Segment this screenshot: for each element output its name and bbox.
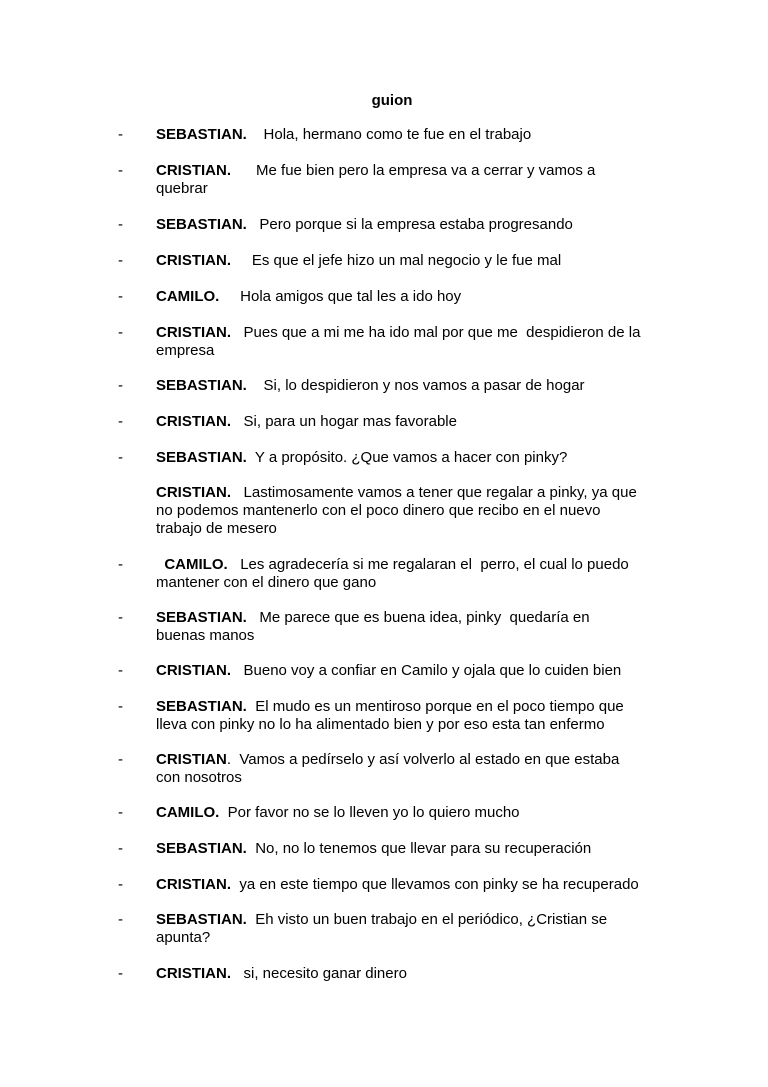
line-text: Vamos a pedírselo y así volverlo al estado en que estaba con nosotros bbox=[156, 751, 620, 786]
speaker-name: CRISTIAN. bbox=[156, 413, 231, 430]
speaker-gap: . bbox=[226, 751, 240, 768]
dialogue-text bbox=[156, 698, 676, 734]
speaker-gap bbox=[247, 840, 255, 857]
line-text: Bueno voy a confiar en Camilo y ojala que lo cuiden bien bbox=[243, 662, 622, 679]
speaker-name: CAMILO. bbox=[156, 804, 220, 821]
speaker-gap bbox=[247, 449, 255, 466]
bullet-dash: - bbox=[118, 804, 123, 821]
speaker-name: CRISTIAN. bbox=[156, 484, 231, 501]
line-text: El mudo es un mentiroso porque en el poco tiempo que lleva con pinky no lo ha alimentado bien y por eso esta tan enfermo bbox=[156, 698, 624, 733]
line-text: Hola, hermano como te fue en el trabajo bbox=[263, 126, 532, 143]
speaker-gap bbox=[247, 377, 264, 394]
dialogue-text bbox=[156, 484, 676, 538]
bullet-dash: - bbox=[118, 751, 123, 768]
speaker-gap bbox=[231, 252, 252, 269]
speaker-gap bbox=[231, 662, 244, 679]
dialogue-text bbox=[156, 162, 676, 198]
speaker-name: CRISTIAN. bbox=[156, 324, 231, 341]
dialogue-text bbox=[156, 751, 676, 787]
speaker-name: CRISTIAN. bbox=[156, 876, 231, 893]
speaker-name: SEBASTIAN. bbox=[156, 377, 247, 394]
speaker-gap bbox=[231, 413, 244, 430]
bullet-dash: - bbox=[118, 911, 123, 928]
speaker-name: SEBASTIAN. bbox=[156, 126, 247, 143]
bullet-dash: - bbox=[118, 413, 123, 430]
dialogue-text bbox=[156, 662, 676, 680]
line-text: Me parece que es buena idea, pinky quedaría en buenas manos bbox=[156, 609, 590, 644]
line-text: Les agradecería si me regalaran el perro, el cual lo puedo mantener con el dinero que gano bbox=[156, 556, 629, 591]
bullet-dash: - bbox=[118, 965, 123, 982]
dialogue-text bbox=[156, 413, 676, 431]
bullet-dash: - bbox=[118, 162, 123, 179]
speaker-gap bbox=[231, 965, 244, 982]
dialogue-text bbox=[156, 216, 676, 234]
speaker-gap bbox=[247, 216, 260, 233]
speaker-gap bbox=[231, 484, 244, 501]
speaker-name: CRISTIAN. bbox=[156, 252, 231, 269]
bullet-dash: - bbox=[118, 556, 123, 573]
speaker-gap bbox=[228, 556, 241, 573]
document-title: guion bbox=[371, 92, 413, 109]
speaker-name: SEBASTIAN. bbox=[156, 911, 247, 928]
dialogue-text bbox=[156, 324, 676, 360]
speaker-gap bbox=[219, 804, 227, 821]
bullet-dash: - bbox=[118, 126, 123, 143]
line-text: Lastimosamente vamos a tener que regalar a pinky, ya que no podemos mantenerlo con el poco dinero que recibo en el nuevo trabajo de mesero bbox=[156, 484, 637, 537]
dialogue-text bbox=[156, 876, 676, 894]
dialogue-text bbox=[156, 911, 676, 947]
speaker-gap bbox=[247, 126, 264, 143]
dialogue-text bbox=[156, 840, 676, 858]
bullet-dash: - bbox=[118, 609, 123, 626]
bullet-dash: - bbox=[118, 662, 123, 679]
dialogue-text bbox=[156, 377, 676, 395]
speaker-name: SEBASTIAN. bbox=[156, 449, 247, 466]
speaker-gap bbox=[247, 609, 260, 626]
dialogue-text bbox=[156, 556, 676, 592]
speaker-name: SEBASTIAN. bbox=[156, 609, 247, 626]
bullet-dash: - bbox=[118, 840, 123, 857]
speaker-name: SEBASTIAN. bbox=[156, 216, 247, 233]
dialogue-text bbox=[156, 965, 676, 983]
bullet-dash: - bbox=[118, 216, 123, 233]
line-text: Me fue bien pero la empresa va a cerrar y vamos a quebrar bbox=[156, 162, 596, 197]
speaker-gap bbox=[231, 324, 244, 341]
line-text: Si, lo despidieron y nos vamos a pasar de hogar bbox=[263, 377, 585, 394]
dialogue-text bbox=[156, 449, 676, 467]
speaker-gap bbox=[231, 162, 256, 179]
line-text: Pero porque si la empresa estaba progresando bbox=[259, 216, 573, 233]
bullet-dash: - bbox=[118, 252, 123, 269]
speaker-name: CRISTIAN. bbox=[156, 162, 231, 179]
dialogue-text bbox=[156, 609, 676, 645]
line-text: Pues que a mi me ha ido mal por que me despidieron de la empresa bbox=[156, 324, 641, 359]
speaker-name: CAMILO. bbox=[156, 556, 228, 573]
speaker-gap bbox=[247, 698, 255, 715]
dialogue-text bbox=[156, 804, 676, 822]
dialogue-text bbox=[156, 126, 676, 144]
speaker-gap bbox=[247, 911, 255, 928]
speaker-gap bbox=[219, 288, 240, 305]
bullet-dash: - bbox=[118, 377, 123, 394]
line-text: Hola amigos que tal les a ido hoy bbox=[240, 288, 462, 305]
line-text: Eh visto un buen trabajo en el periódico, ¿Cristian se apunta? bbox=[156, 911, 608, 946]
bullet-dash: - bbox=[118, 698, 123, 715]
line-text: Si, para un hogar mas favorable bbox=[243, 413, 457, 430]
line-text: No, no lo tenemos que llevar para su recuperación bbox=[255, 840, 592, 857]
speaker-name: SEBASTIAN. bbox=[156, 698, 247, 715]
speaker-name: CRISTIAN bbox=[156, 751, 227, 768]
bullet-dash: - bbox=[118, 288, 123, 305]
bullet-dash: - bbox=[118, 876, 123, 893]
speaker-name: SEBASTIAN. bbox=[156, 840, 247, 857]
speaker-name: CRISTIAN. bbox=[156, 662, 231, 679]
line-text: Por favor no se lo lleven yo lo quiero mucho bbox=[227, 804, 520, 821]
speaker-name: CRISTIAN. bbox=[156, 965, 231, 982]
speaker-name: CAMILO. bbox=[156, 288, 220, 305]
bullet-dash: - bbox=[118, 449, 123, 466]
line-text: ya en este tiempo que llevamos con pinky se ha recuperado bbox=[239, 876, 639, 893]
line-text: Es que el jefe hizo un mal negocio y le fue mal bbox=[251, 252, 562, 269]
line-text: Y a propósito. ¿Que vamos a hacer con pinky? bbox=[254, 449, 568, 466]
dialogue-text bbox=[156, 252, 676, 270]
dialogue-text bbox=[156, 288, 676, 306]
bullet-dash: - bbox=[118, 324, 123, 341]
line-text: si, necesito ganar dinero bbox=[243, 965, 407, 982]
